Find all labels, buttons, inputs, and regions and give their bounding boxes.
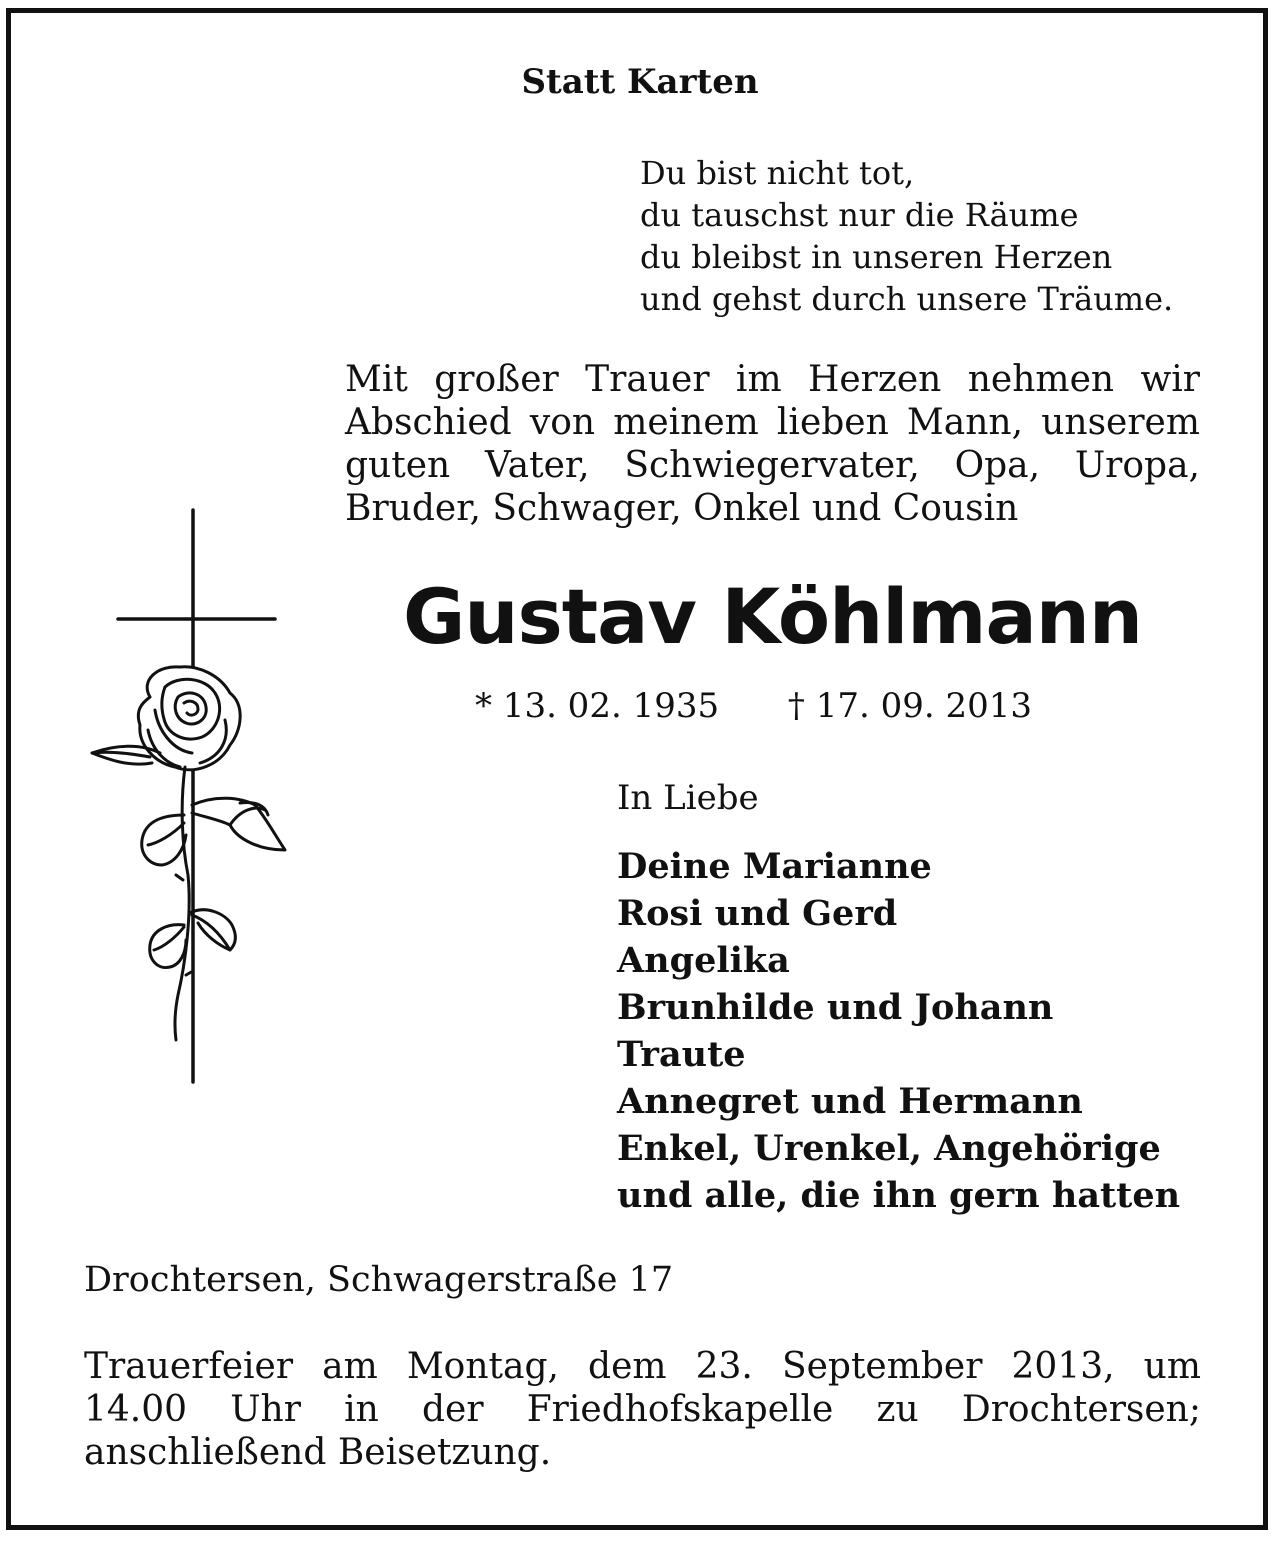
poem-line: du bleibst in unseren Herzen xyxy=(640,238,1113,276)
address: Drochtersen, Schwagerstraße 17 xyxy=(84,1260,674,1300)
signer: Annegret und Hermann xyxy=(617,1081,1083,1122)
poem-line: du tauschst nur die Räume xyxy=(640,196,1079,234)
service-info xyxy=(84,1345,1201,1474)
intro-line: Bruder, Schwager, Onkel und Cousin xyxy=(345,488,1019,529)
closing-phrase: In Liebe xyxy=(617,778,759,818)
signer: Deine Marianne xyxy=(617,846,932,887)
service-line: Trauerfeier am Montag, dem 23. September 2013, um xyxy=(84,1346,1201,1387)
signer: Enkel, Urenkel, Angehörige xyxy=(617,1128,1161,1169)
service-line: 14.00 Uhr in der Friedhofskapelle zu Drochtersen; xyxy=(84,1389,1201,1430)
signers-list xyxy=(617,843,1180,1219)
intro-line: guten Vater, Schwiegervater, Opa, Uropa, xyxy=(345,445,1200,486)
signer: Rosi und Gerd xyxy=(617,893,898,934)
intro-line: Abschied von meinem lieben Mann, unserem xyxy=(345,402,1200,443)
intro-line: Mit großer Trauer im Herzen nehmen wir xyxy=(345,359,1200,400)
life-dates xyxy=(475,686,1032,726)
notice-heading: Statt Karten xyxy=(521,62,759,102)
intro-text xyxy=(345,358,1200,530)
cross-with-rose-icon xyxy=(80,505,300,1090)
service-line: anschließend Beisetzung. xyxy=(84,1432,552,1473)
poem xyxy=(640,152,1173,320)
deceased-name: Gustav Köhlmann xyxy=(403,572,1142,661)
death-date: † 17. 09. 2013 xyxy=(787,686,1032,726)
signer: Angelika xyxy=(617,940,790,981)
signer: Traute xyxy=(617,1034,746,1075)
poem-line: und gehst durch unsere Träume. xyxy=(640,280,1174,318)
signer: Brunhilde und Johann xyxy=(617,987,1054,1028)
poem-line: Du bist nicht tot, xyxy=(640,154,915,192)
birth-date: * 13. 02. 1935 xyxy=(475,686,720,726)
signer: und alle, die ihn gern hatten xyxy=(617,1175,1181,1216)
